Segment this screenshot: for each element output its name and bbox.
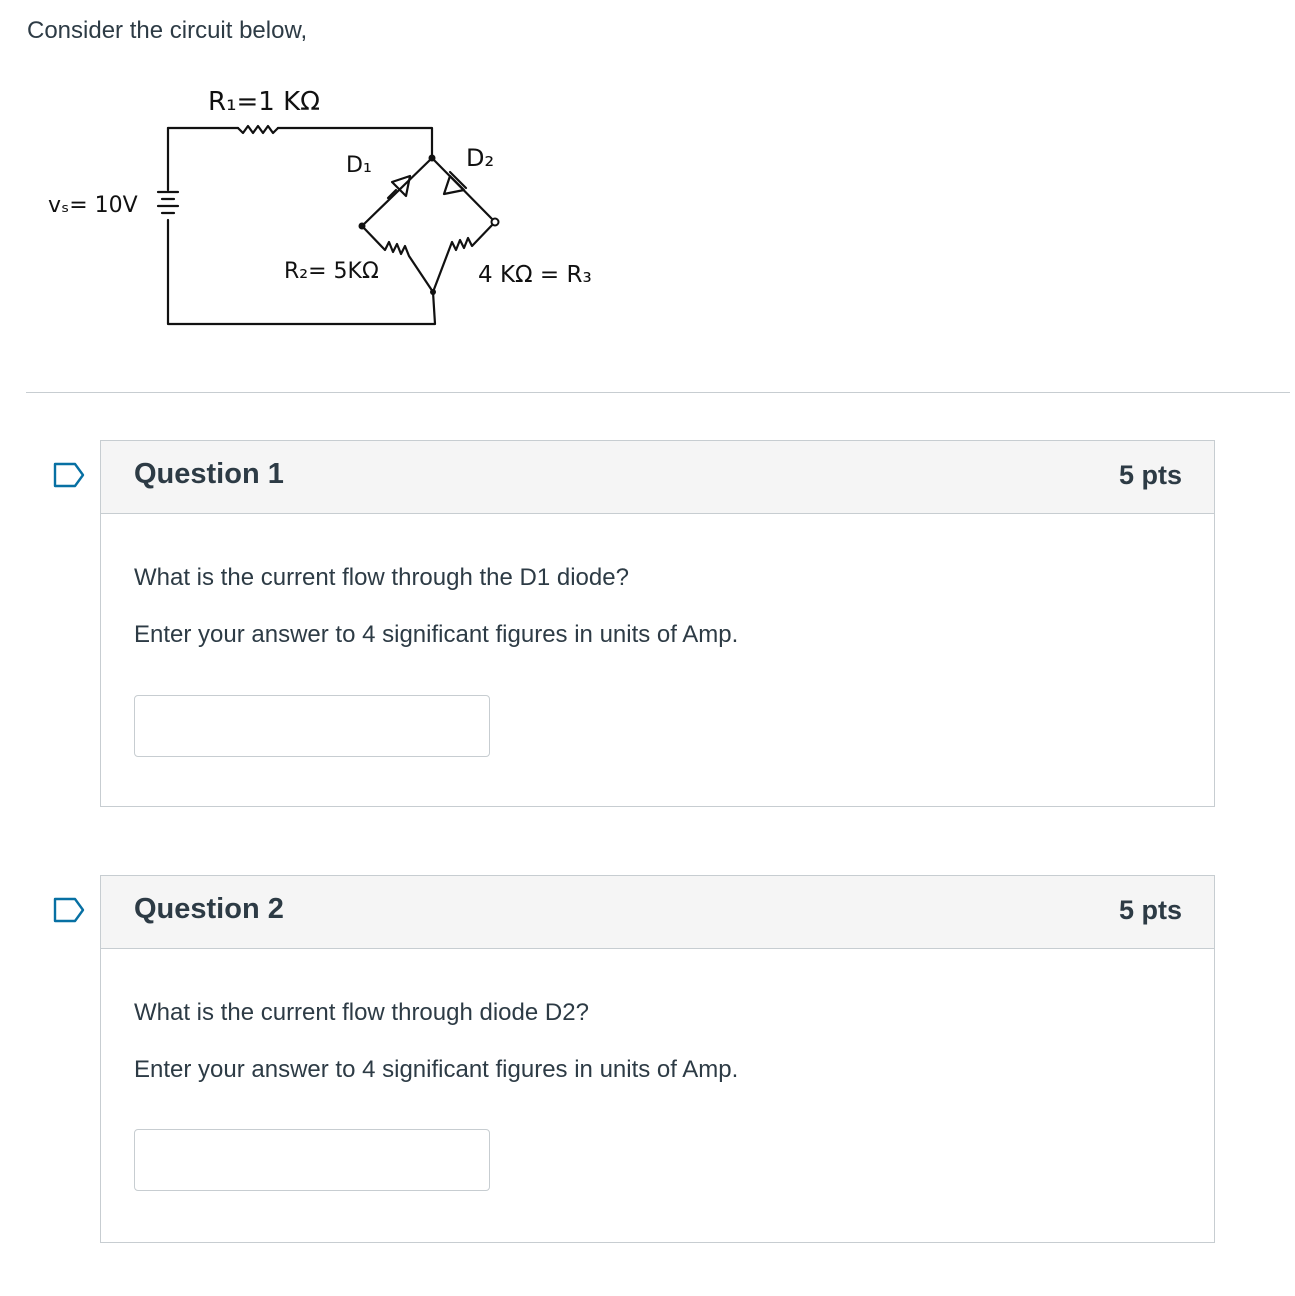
diode-d2-symbol [444,172,466,194]
question-2-answer-input[interactable] [134,1129,490,1191]
question-1-instructions: Enter your answer to 4 significant figures in units of Amp. [134,621,739,648]
node-bottom [430,289,436,295]
r3-label: 4 KΩ = R₃ [478,262,592,288]
d1-label: D₁ [346,153,372,178]
node-top [429,155,436,162]
question-2-instructions: Enter your answer to 4 significant figures in units of Amp. [134,1056,739,1083]
bookmark-flag-icon [53,897,85,923]
d2-label: D₂ [466,144,495,172]
question-1-card [100,440,1215,807]
question-2-header [101,876,1214,949]
circuit-svg [40,80,660,340]
node-left [359,223,366,230]
question-1-title: Question 1 [134,458,284,490]
node-right [492,219,499,226]
question-2-card [100,875,1215,1243]
question-2-title: Question 2 [134,893,284,925]
question-2-prompt: What is the current flow through diode D2? [134,999,589,1026]
diode-d1-symbol [388,176,410,198]
r2-label: R₂= 5KΩ [284,259,379,284]
r1-label: R₁=1 KΩ [208,87,320,117]
bookmark-flag-icon [53,462,85,488]
flag-question-2-button[interactable] [53,897,85,923]
resistor-r1 [238,126,278,133]
intro-text: Consider the circuit below, [27,17,308,44]
circuit-diagram [40,80,660,340]
question-2-points: 5 pts [1118,895,1182,925]
vs-label: vₛ= 10V [48,193,138,218]
question-1-prompt: What is the current flow through the D1 diode? [134,564,629,591]
section-divider [26,392,1290,393]
flag-question-1-button[interactable] [53,462,85,488]
question-1-answer-input[interactable] [134,695,490,757]
question-1-points: 5 pts [1118,460,1182,490]
diode-d1-branch [362,158,432,226]
question-1-header [101,441,1214,514]
